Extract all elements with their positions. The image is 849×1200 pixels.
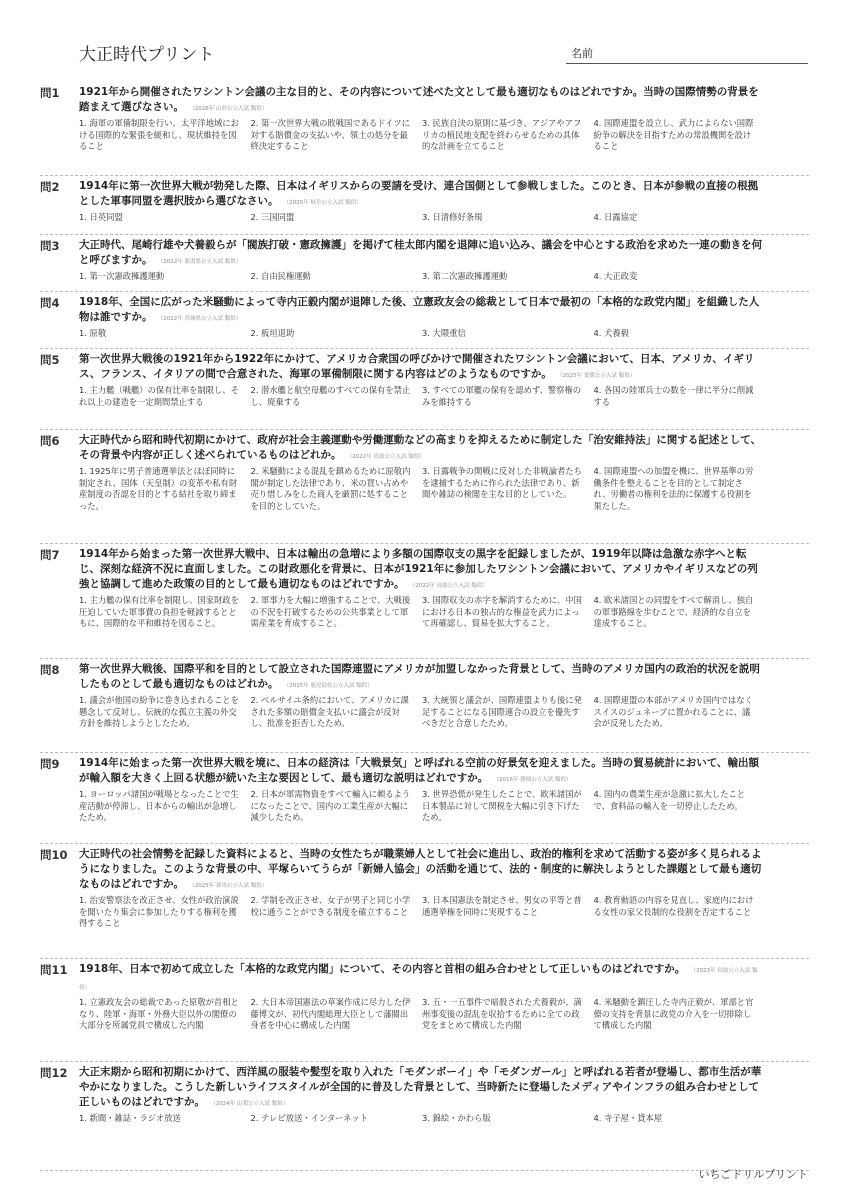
question-source: （2022年 宮城県公立入試 類似）: [160, 316, 242, 322]
answer-option[interactable]: 1. 第一次憲政擁護運動: [79, 271, 165, 281]
question-block: [40, 959, 809, 1062]
question-block: [40, 82, 809, 176]
question-source: （2023年 鳥取公立入試 類似）: [79, 968, 758, 991]
question-number: 問4: [40, 296, 60, 310]
question-number: 問1: [40, 86, 60, 100]
answer-option[interactable]: 2. 潜水艦と航空母艦のすべての保有を禁止し、廃棄する: [250, 385, 411, 407]
answer-option[interactable]: 3. 五・一五事件で暗殺された犬養毅が、満州事変後の混乱を収拾するために全ての政党をまとめて構成した内閣: [422, 997, 582, 1030]
answer-option[interactable]: 2. 学制を改正させ、女子が男子と同じ小学校に通うことができる制度を確立すること: [250, 895, 411, 917]
answer-option[interactable]: 1. 主力艦（戦艦）の保有比率を制限し、それ以上の建造を一定期間禁止する: [79, 385, 239, 407]
answer-option[interactable]: 1. 原敬: [79, 328, 107, 338]
answer-option[interactable]: 4. 国際連盟の本部がアメリカ国内ではなくスイスのジュネーブに置かれることに、議会が反発したため。: [593, 695, 753, 728]
answer-option[interactable]: 2. テレビ放送・インターネット: [250, 1113, 369, 1123]
question-block: [40, 659, 809, 753]
question-text-body: 1921年から開催されたワシントン会議の主な目的と、その内容について述べた文として最も適切なものはどれですか。当時の国際情勢の背景を踏まえて選びなさい。: [79, 86, 759, 113]
question-block: [40, 349, 809, 430]
answer-option[interactable]: 4. 犬養毅: [593, 328, 629, 338]
question-number: 問3: [40, 239, 60, 253]
answer-option[interactable]: 2. 板垣退助: [250, 328, 295, 338]
question-block: [40, 235, 809, 292]
question-block: [40, 176, 809, 235]
answer-options: [79, 997, 765, 1032]
question-source: （2024年 山梨公立入試 類似）: [213, 1101, 289, 1107]
question-text: [79, 756, 765, 788]
answer-option[interactable]: 3. すべての軍艦の保有を認めず、警察権のみを維持する: [422, 385, 582, 407]
question-list: [0, 82, 849, 1171]
question-source: （2025年 愛媛公立入試 類似）: [559, 373, 636, 379]
question-text: [79, 662, 765, 694]
answer-option[interactable]: 4. 大正政変: [593, 271, 638, 281]
question-source: （2022年 新潟県公立入試 類似）: [160, 259, 242, 265]
question-text-body: 1914年に第一次世界大戦が勃発した際、日本はイギリスからの要請を受け、連合国側として参戦しました。このとき、日本が参戦の直接の根拠とした軍事同盟を選択肢から選びなさい。: [79, 180, 759, 207]
answer-option[interactable]: 3. 日露戦争の開戦に反対した非戦論者たちを逮捕するために作られた法律であり、新聞や雑誌の検閲を主な目的としていた。: [422, 466, 582, 499]
answer-option[interactable]: 3. 大隈重信: [422, 328, 466, 338]
answer-options: [79, 595, 765, 630]
answer-option[interactable]: 3. 日清修好条規: [422, 212, 483, 222]
answer-option[interactable]: 2. 第一次世界大戦の敗戦国であるドイツに対する賠償金の支払いや、領土の処分を最終決定すること: [250, 118, 410, 151]
question-text: [79, 433, 765, 465]
question-text-body: 第一次世界大戦後の1921年から1922年にかけて、アメリカ合衆国の呼びかけで開催されたワシントン会議において、日本、アメリカ、イギリス、フランス、イタリアの間で合意された、海軍の軍備制限に関する内容はどのようなものですか。: [79, 353, 755, 380]
question-text: [79, 295, 765, 327]
answer-option[interactable]: 2. 米騒動による混乱を鎮めるために原敬内閣が制定した法律であり、米の買い占めや売り惜しみをした商人を厳罰に処することを目的としていた。: [250, 466, 411, 511]
question-text: [79, 238, 765, 270]
question-source: （2015年 鹿児島県公立入試 類似）: [286, 683, 373, 689]
question-block: [40, 844, 809, 959]
answer-option[interactable]: 1. ヨーロッパ諸国が戦場となったことで生産活動が停滞し、日本からの輸出が急増したため。: [79, 789, 239, 822]
answer-options: [79, 1113, 765, 1125]
question-text: [79, 547, 765, 594]
answer-option[interactable]: 3. 大統領と議会が、国際連盟よりも後に発足することになる国際連合の設立を優先すべきだと合意したため。: [422, 695, 582, 728]
question-source: （2022年 鳥取公立入試 類似）: [412, 583, 488, 589]
question-text-body: 大正時代の社会情勢を記録した資料によると、当時の女性たちが職業婦人として社会に進出し、政治的権利を求めて活動する姿が多く見られるようになりました。このような背景の中、平塚らいてうらが「新婦人協会」の活動を通じて、法的・制度的に解決しようとした課題として最も適切なものはどれですか。: [79, 848, 762, 890]
question-text-body: 1918年、日本で初めて成立した「本格的な政党内閣」について、その内容と首相の組み合わせとして正しいものはどれですか。: [79, 963, 686, 975]
answer-option[interactable]: 2. 大日本帝国憲法の草案作成に尽力した伊藤博文が、初代内閣総理大臣として藩閥出身者を中心に構成した内閣: [250, 997, 411, 1030]
page-title: 大正時代プリント: [79, 45, 215, 65]
answer-options: [79, 466, 765, 512]
answer-option[interactable]: 3. 民族自決の原則に基づき、アジアやアフリカの植民地支配を終わらせるための具体的な計画を立てること: [422, 118, 582, 151]
answer-option[interactable]: 4. 欧米諸国との同盟をすべて解消し、独自の軍事路線を歩むことで、経済的な自立を達成すること。: [593, 595, 754, 628]
answer-options: [79, 212, 765, 224]
answer-options: [79, 271, 765, 283]
answer-options: [79, 895, 765, 930]
answer-options: [79, 385, 765, 408]
answer-options: [79, 789, 765, 824]
answer-option[interactable]: 2. 日本が軍需物資をすべて輸入に頼るようになったことで、国内の工業生産が大幅に減少したため。: [250, 789, 411, 822]
answer-option[interactable]: 4. 米騒動を鎮圧した寺内正毅が、軍部と官僚の支持を背景に政党の介入を一切排除して構成した内閣: [593, 997, 754, 1030]
answer-option[interactable]: 2. ベルサイユ条約において、アメリカに課された多額の賠償金支払いに議会が反対し、批准を拒否したため。: [250, 695, 409, 728]
answer-option[interactable]: 4. 日露協定: [593, 212, 638, 222]
question-number: 問9: [40, 757, 60, 771]
question-source: （2022年 鳥取公立入試 類似）: [349, 454, 425, 460]
question-text-body: 第一次世界大戦後、国際平和を目的として設立された国際連盟にアメリカが加盟しなかった背景として、当時のアメリカ国内の政治的状況を説明したものとして最も適切なものはどれか。: [79, 663, 760, 690]
footer-brand: いちごドリルプリント: [698, 1168, 808, 1181]
question-text-body: 大正末期から昭和初期にかけて、西洋風の服装や髪型を取り入れた「モダンボーイ」や「モダンガール」と呼ばれる若者が登場し、都市生活が華やかになりました。こうした新しいライフスタイルが全国的に普及した背景として、当時新たに登場したメディアやインフラの組み合わせとして正しいものはどれですか。: [79, 1066, 762, 1108]
question-text: [79, 962, 765, 996]
answer-option[interactable]: 3. 国際収支の赤字を解消するために、中国における日本の独占的な権益を武力によって再確認し、貿易を拡大すること。: [422, 595, 582, 628]
answer-option[interactable]: 1. 治安警察法を改正させ、女性が政治演説を聞いたり集会に参加したりする権利を獲得すること: [79, 895, 239, 928]
answer-option[interactable]: 3. 第二次憲政擁護運動: [422, 271, 508, 281]
question-text: [79, 179, 765, 211]
answer-option[interactable]: 4. 国際連盟を設立し、武力によらない国際紛争の解決を目指すための常設機関を設けること: [593, 118, 754, 151]
answer-option[interactable]: 4. 各国の陸軍兵士の数を一律に半分に削減する: [593, 385, 754, 407]
answer-option[interactable]: 4. 国内の農業生産が急激に拡大したことで、食料品の輸入を一切停止したため。: [593, 789, 746, 811]
answer-option[interactable]: 4. 教育勅語の内容を見直し、家庭内における女性の家父長制的な役割を否定すること: [593, 895, 754, 917]
question-block: [40, 753, 809, 844]
answer-option[interactable]: 1. 主力艦の保有比率を制限し、国家財政を圧迫していた軍事費の負担を軽減するとともに、国際的な平和維持を図ること。: [79, 595, 239, 628]
name-line[interactable]: [566, 63, 808, 64]
question-text: [79, 85, 765, 117]
answer-option[interactable]: 3. 日本国憲法を制定させ、男女の平等と普通選挙権を同時に実現すること: [422, 895, 582, 917]
question-block: [40, 1062, 809, 1171]
question-number: 問10: [40, 848, 68, 862]
answer-option[interactable]: 1. 日英同盟: [79, 212, 123, 222]
question-block: [40, 292, 809, 349]
question-number: 問8: [40, 663, 60, 677]
answer-option[interactable]: 3. 世界恐慌が発生したことで、欧米諸国が日本製品に対して関税を大幅に引き下げたため。: [422, 789, 582, 822]
answer-option[interactable]: 1. 議会が他国の紛争に巻き込まれることを懸念して反対し、伝統的な孤立主義の外交方針を維持しようとしたため。: [79, 695, 239, 728]
answer-option[interactable]: 2. 軍事力を大幅に増強することで、大戦後の不況を打破するための公共事業として軍需産業を育成すること。: [250, 595, 411, 628]
question-text-body: 1918年、全国に広がった米騒動によって寺内正毅内閣が退陣した後、立憲政友会の総裁として日本で最初の「本格的な政党内閣」を組織した人物は誰ですか。: [79, 296, 760, 323]
answer-option[interactable]: 1. 1925年に男子普通選挙法とほぼ同時に制定され、国体（天皇制）の変革や私有財産制度の否認を目的とする結社を取り締まった。: [79, 466, 238, 511]
answer-options: [79, 118, 765, 153]
question-text-body: 1914年から始まった第一次世界大戦中、日本は輸出の急増により多額の国際収支の黒字を記録しましたが、1919年以降は急激な赤字へと転じ、深刻な経済不況に直面しました。この財政悪化を背景に、日本が1921年に参加したワシントン会議において、アメリカやイギリスなどの列強と協調して進めた政策の目的として最も適切なものはどれですか。: [79, 548, 758, 590]
question-block: [40, 430, 809, 544]
question-text: [79, 1065, 765, 1112]
question-number: 問11: [40, 963, 68, 977]
question-text-body: 大正時代、尾崎行雄や犬養毅らが「閥族打破・憲政擁護」を掲げて桂太郎内閣を退陣に追い込み、議会を中心とする政治を求めた一連の動きを何と呼びますか。: [79, 239, 763, 266]
name-label: 名前: [571, 47, 593, 60]
question-number: 問7: [40, 548, 60, 562]
question-number: 問12: [40, 1066, 68, 1080]
question-source: （2025年 群馬公立入試 類似）: [192, 883, 268, 889]
answer-option[interactable]: 4. 国際連盟への加盟を機に、世界基準の労働条件を整えることを目的として制定され、労働者の権利を法的に保護する役割を果たした。: [593, 466, 754, 511]
question-number: 問6: [40, 434, 60, 448]
answer-option[interactable]: 2. 三国同盟: [250, 212, 295, 222]
question-number: 問5: [40, 353, 60, 367]
question-number: 問2: [40, 180, 60, 194]
question-source: （2026年 山形公立入試 類似）: [192, 106, 268, 112]
answer-option[interactable]: 1. 海軍の軍備制限を行い、太平洋地域における国際的な緊張を緩和し、現状維持を図ること: [79, 118, 239, 151]
answer-option[interactable]: 3. 錦絵・かわら版: [422, 1113, 491, 1123]
question-text-body: 1914年に始まった第一次世界大戦を境に、日本の経済は「大戦景気」と呼ばれる空前の好景気を迎えました。当時の貿易統計において、輸出額が輸入額を大きく上回る状態が続いた主な要因として、最も適切な説明はどれですか。: [79, 757, 760, 784]
question-text-body: 大正時代から昭和時代初期にかけて、政府が社会主義運動や労働運動などの高まりを抑えるために制定した「治安維持法」に関する記述として、その背景や内容が正しく述べられているものはどれか。: [79, 434, 762, 461]
answer-options: [79, 695, 765, 730]
answer-option[interactable]: 1. 新聞・雑誌・ラジオ放送: [79, 1113, 181, 1123]
answer-option[interactable]: 2. 自由民権運動: [250, 271, 311, 281]
question-text: [79, 352, 765, 384]
question-block: [40, 544, 809, 659]
question-source: （2025年 岐阜公立入試 類似）: [286, 200, 362, 206]
answer-option[interactable]: 4. 寺子屋・貸本屋: [593, 1113, 663, 1123]
question-text: [79, 847, 765, 894]
question-source: （2016年 静岡公立入試 類似）: [496, 777, 572, 783]
answer-options: [79, 328, 765, 340]
answer-option[interactable]: 1. 立憲政友会の総裁であった原敬が首相となり、陸軍・海軍・外務大臣以外の閣僚の大部分を所属党員で構成した内閣: [79, 997, 239, 1030]
